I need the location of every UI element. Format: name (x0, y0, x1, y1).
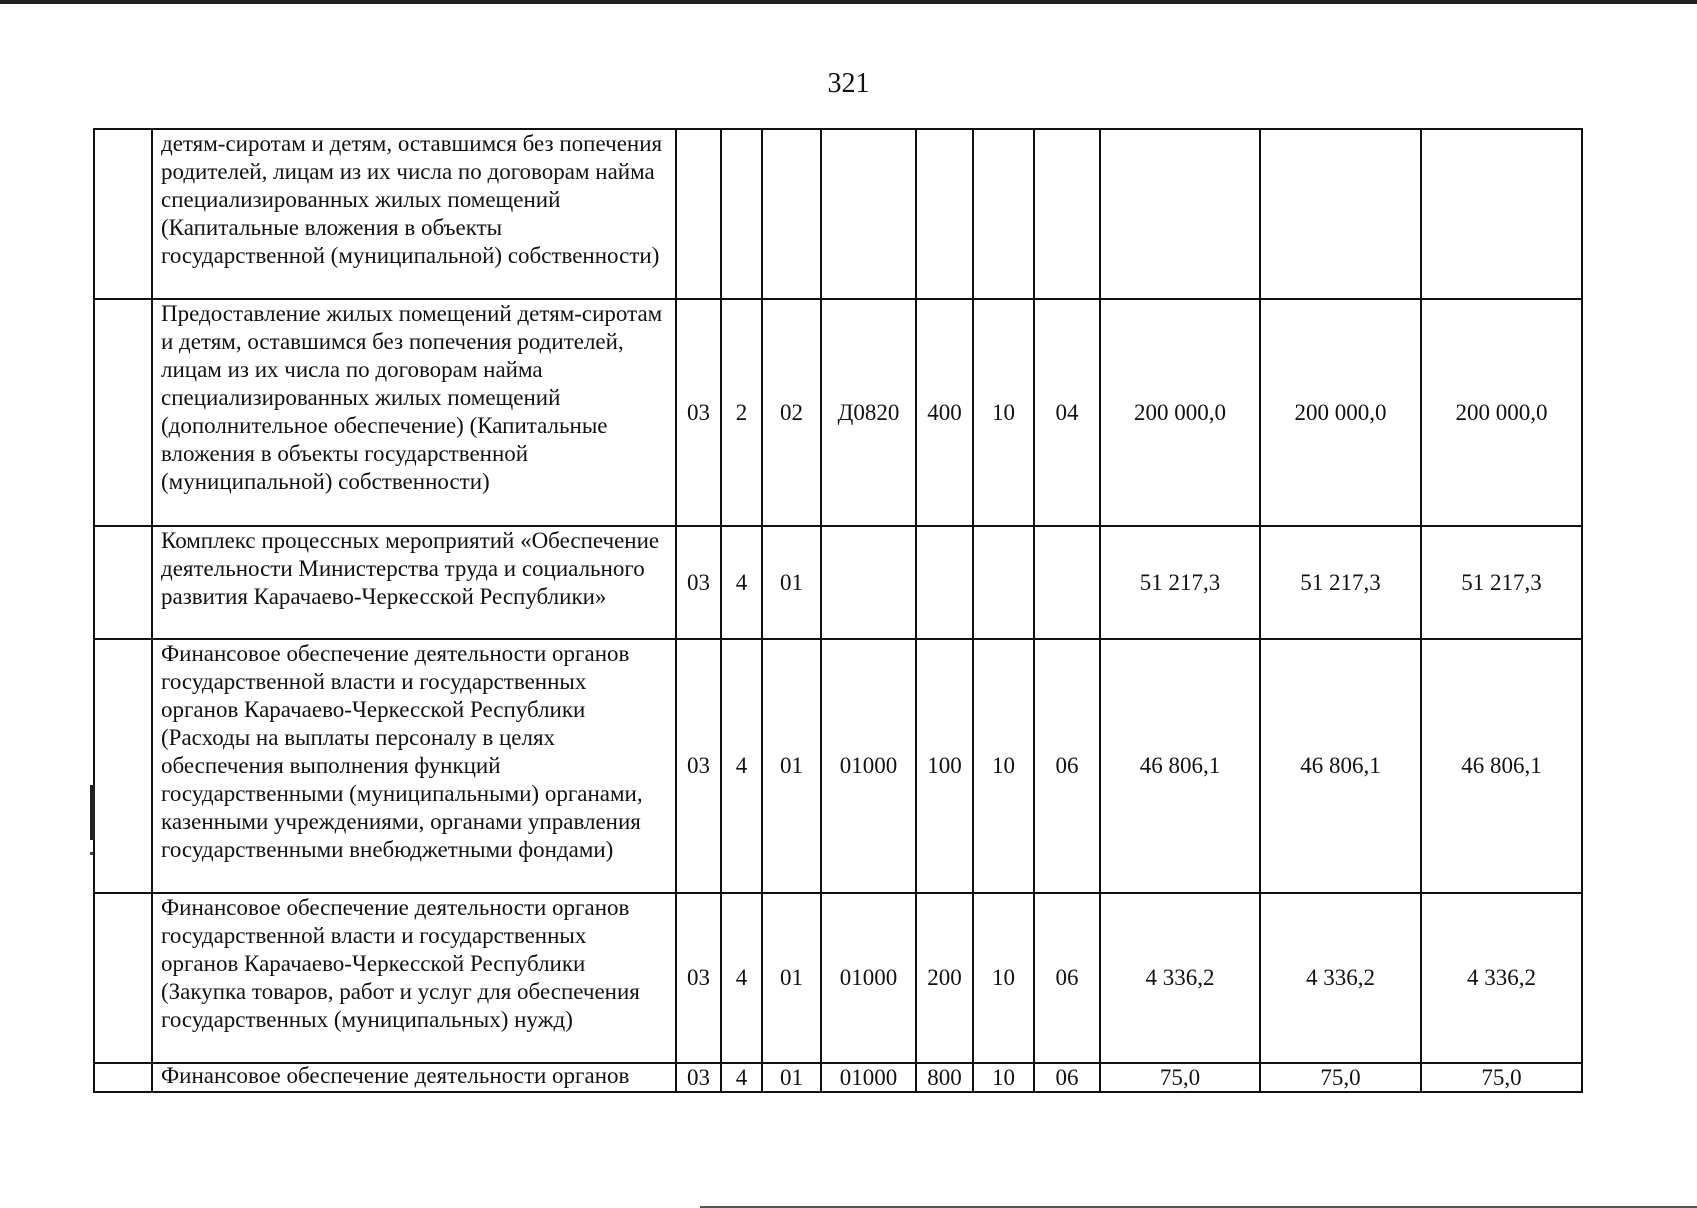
code-subprogram: 2 (721, 299, 762, 526)
expense-name: Комплекс процессных мероприятий «Обеспечение деятельности Министерства труда и социального развития Карачаево-Черкесской Республики» (152, 526, 676, 639)
amount-year-3: 46 806,1 (1421, 639, 1582, 893)
code-subprogram (721, 129, 762, 299)
amount-year-3: 4 336,2 (1421, 893, 1582, 1063)
row-marker-cell (94, 129, 152, 299)
scan-top-edge (0, 0, 1697, 4)
code-expense-type (916, 129, 973, 299)
code-section: 10 (973, 1063, 1034, 1092)
row-marker-cell (94, 893, 152, 1063)
code-event: 01 (762, 526, 821, 639)
code-section: 10 (973, 299, 1034, 526)
code-event (762, 129, 821, 299)
code-program: 03 (676, 1063, 721, 1092)
code-section: 10 (973, 639, 1034, 893)
amount-year-2: 200 000,0 (1260, 299, 1421, 526)
amount-year-3: 51 217,3 (1421, 526, 1582, 639)
code-program: 03 (676, 299, 721, 526)
code-subprogram: 4 (721, 1063, 762, 1092)
table-row (94, 893, 1582, 1063)
code-expense-type: 100 (916, 639, 973, 893)
row-marker-cell (94, 526, 152, 639)
code-event: 01 (762, 893, 821, 1063)
expense-name: Финансовое обеспечение деятельности органов (152, 1063, 676, 1092)
amount-year-2 (1260, 129, 1421, 299)
amount-year-3 (1421, 129, 1582, 299)
code-subprogram: 4 (721, 893, 762, 1063)
scan-artifact-mark (90, 785, 95, 840)
table-row (94, 299, 1582, 526)
code-event: 01 (762, 639, 821, 893)
table-row (94, 526, 1582, 639)
amount-year-3: 200 000,0 (1421, 299, 1582, 526)
code-direction: 01000 (821, 639, 916, 893)
amount-year-1: 46 806,1 (1100, 639, 1260, 893)
amount-year-1: 200 000,0 (1100, 299, 1260, 526)
code-section: 10 (973, 893, 1034, 1063)
amount-year-1: 4 336,2 (1100, 893, 1260, 1063)
expense-name: Финансовое обеспечение деятельности органов государственной власти и государственных органов Карачаево-Черкесской Республики (Закупка товаров, работ и услуг для обеспечения государственных (муниципальных) нужд) (152, 893, 676, 1063)
code-subprogram: 4 (721, 639, 762, 893)
page-number: 321 (827, 68, 870, 99)
code-direction: Д0820 (821, 299, 916, 526)
amount-year-1: 51 217,3 (1100, 526, 1260, 639)
row-marker-cell (94, 639, 152, 893)
expense-name: Предоставление жилых помещений детям-сиротам и детям, оставшимся без попечения родителей, лицам из их числа по договорам найма специализированных жилых помещений (дополнительное обеспечение) (Капитальные вложения в объекты государственной (муниципальной) собственности) (152, 299, 676, 526)
code-program: 03 (676, 893, 721, 1063)
code-expense-type (916, 526, 973, 639)
amount-year-2: 75,0 (1260, 1063, 1421, 1092)
code-program: 03 (676, 639, 721, 893)
budget-table (93, 128, 1583, 1093)
code-expense-type: 200 (916, 893, 973, 1063)
code-subsection (1034, 526, 1100, 639)
code-direction: 01000 (821, 893, 916, 1063)
code-section (973, 526, 1034, 639)
scan-artifact-dot (90, 852, 93, 855)
amount-year-1 (1100, 129, 1260, 299)
amount-year-2: 51 217,3 (1260, 526, 1421, 639)
code-program (676, 129, 721, 299)
code-section (973, 129, 1034, 299)
code-program: 03 (676, 526, 721, 639)
table-row (94, 1063, 1582, 1092)
code-direction: 01000 (821, 1063, 916, 1092)
code-expense-type: 800 (916, 1063, 973, 1092)
code-event: 01 (762, 1063, 821, 1092)
row-marker-cell (94, 299, 152, 526)
code-subprogram: 4 (721, 526, 762, 639)
code-subsection (1034, 129, 1100, 299)
code-direction (821, 526, 916, 639)
code-subsection: 06 (1034, 893, 1100, 1063)
code-expense-type: 400 (916, 299, 973, 526)
expense-name: детям-сиротам и детям, оставшимся без попечения родителей, лицам из их числа по договорам найма специализированных жилых помещений (Капитальные вложения в объекты государственной (муниципальной) собственности) (152, 129, 676, 299)
code-subsection: 06 (1034, 1063, 1100, 1092)
table-row (94, 639, 1582, 893)
code-subsection: 04 (1034, 299, 1100, 526)
code-event: 02 (762, 299, 821, 526)
amount-year-3: 75,0 (1421, 1063, 1582, 1092)
code-subsection: 06 (1034, 639, 1100, 893)
table-row (94, 129, 1582, 299)
amount-year-1: 75,0 (1100, 1063, 1260, 1092)
amount-year-2: 46 806,1 (1260, 639, 1421, 893)
code-direction (821, 129, 916, 299)
expense-name: Финансовое обеспечение деятельности органов государственной власти и государственных органов Карачаево-Черкесской Республики (Расходы на выплаты персоналу в целях обеспечения выполнения функций государственными (муниципальными) органами, казенными учреждениями, органами управления государственными внебюджетными фондами) (152, 639, 676, 893)
row-marker-cell (94, 1063, 152, 1092)
amount-year-2: 4 336,2 (1260, 893, 1421, 1063)
